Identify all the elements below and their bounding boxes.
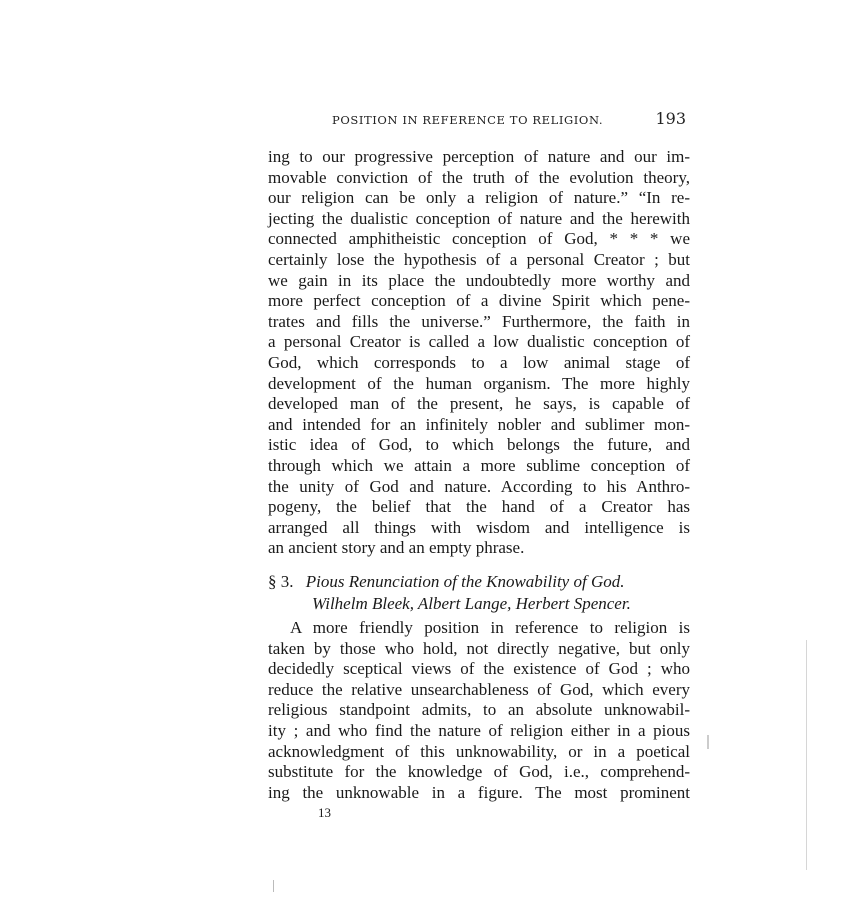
section-heading: [268, 571, 690, 615]
signature-mark: 13: [318, 805, 331, 820]
text-line: a personal Creator is called a low dualistic conception of: [268, 332, 690, 352]
text-line: trates and fills the universe.” Furthermore, the faith in: [268, 311, 690, 331]
section-mark: § 3.: [268, 572, 294, 591]
paragraph-1: [268, 147, 690, 559]
running-header: [268, 111, 690, 131]
text-line: the unity of God and nature. According to his Anthro-: [268, 476, 690, 496]
text-line: religious standpoint admits, to an absolute unknowabil-: [268, 700, 690, 720]
text-line: pogeny, the belief that the hand of a Creator has: [268, 497, 690, 517]
paragraph-2: [268, 618, 690, 803]
scan-speck: [707, 735, 709, 749]
text-line: connected amphitheistic conception of God, * * * we: [268, 229, 690, 249]
text-line: ity ; and who find the nature of religion either in a pious: [268, 720, 690, 740]
scan-edge-mark: [806, 640, 807, 870]
scan-speck: [273, 880, 274, 892]
section-title: Pious Renunciation of the Knowability of God.: [305, 572, 625, 591]
text-line: substitute for the knowledge of God, i.e., comprehend-: [268, 762, 690, 782]
text-line: more perfect conception of a divine Spirit which pene-: [268, 291, 690, 311]
text-line: reduce the relative unsearchableness of God, which every: [268, 679, 690, 699]
text-line: acknowledgment of this unknowability, or in a poetical: [268, 741, 690, 761]
text-line: ing to our progressive perception of nature and our im-: [268, 147, 690, 166]
text-line: arranged all things with wisdom and intelligence is: [268, 517, 690, 537]
text-line: and intended for an infinitely nobler and sublimer mon-: [268, 414, 690, 434]
running-title: POSITION IN REFERENCE TO RELIGION.: [332, 113, 604, 127]
text-line: an ancient story and an empty phrase.: [268, 538, 525, 558]
text-line: certainly lose the hypothesis of a personal Creator ; but: [268, 249, 690, 269]
text-line: developed man of the present, he says, is capable of: [268, 394, 690, 414]
text-line: A more friendly position in reference to religion is: [290, 618, 690, 637]
text-line: through which we attain a more sublime conception of: [268, 455, 690, 475]
text-line: God, which corresponds to a low animal stage of: [268, 352, 690, 372]
text-line: taken by those who hold, not directly negative, but only: [268, 638, 690, 658]
text-line: our religion can be only a religion of nature.” “In re-: [268, 188, 690, 208]
text-line: istic idea of God, to which belongs the future, and: [268, 435, 690, 455]
section-title-line-1: [268, 571, 690, 593]
page-number: 193: [655, 109, 686, 128]
text-line: development of the human organism. The more highly: [268, 373, 690, 393]
text-line: movable conviction of the truth of the evolution theory,: [268, 167, 690, 187]
section-title-line-2: Wilhelm Bleek, Albert Lange, Herbert Spencer.: [312, 594, 631, 613]
text-line: jecting the dualistic conception of nature and the herewith: [268, 208, 690, 228]
text-line: we gain in its place the undoubtedly more worthy and: [268, 270, 690, 290]
text-line: ing the unknowable in a figure. The most prominent: [268, 782, 690, 802]
text-line: decidedly sceptical views of the existence of God ; who: [268, 659, 690, 679]
